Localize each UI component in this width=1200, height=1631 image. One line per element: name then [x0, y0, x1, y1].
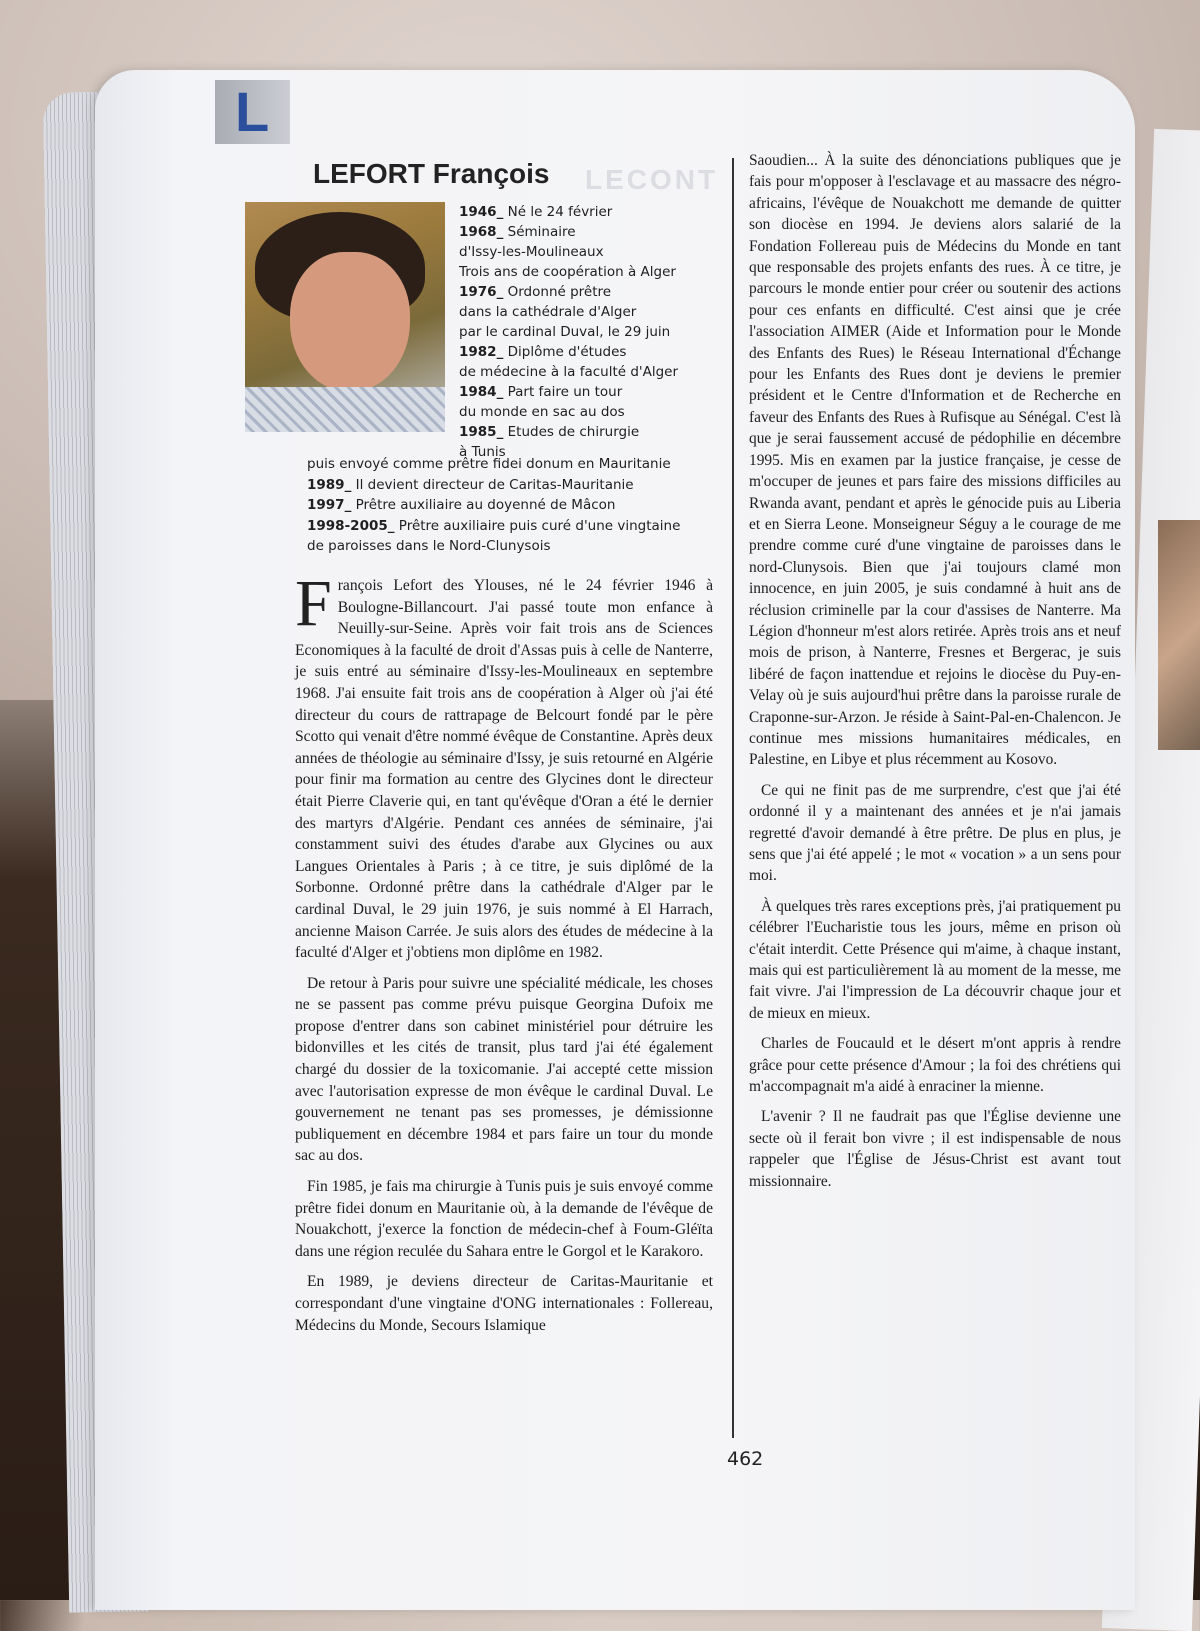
page-number: 462: [727, 1448, 764, 1470]
chronology-line: par le cardinal Duval, le 29 juin: [459, 324, 671, 340]
column-divider: [732, 158, 734, 1438]
chronology-line: 1982_ Diplôme d'études: [459, 344, 627, 360]
portrait-shirt: [245, 387, 445, 432]
chronology-line: 1968_ Séminaire: [459, 224, 576, 240]
paragraph: François Lefort des Ylouses, né le 24 février 1946 à Boulogne-Billancourt. J'ai passé toute mon enfance à Neuilly-sur-Seine. Après voir fait trois ans de Sciences Economiques à la faculté de droit d'Assas puis à celle de Nanterre, je suis entré au séminaire d'Issy-les-Moulineaux en septembre 1968. J'ai ensuite fait trois ans de coopération à Alger où j'ai été directeur du cours de rattrapage de Belcourt fondé par le père Scotto qui venait d'être nommé évêque de Constantine. Après deux années de théologie au séminaire d'Issy, je suis retourné en Algérie pour finir ma formation au centre des Glycines dont le directeur était Pierre Claverie qui, en tant qu'évêque d'Oran a été le dernier des martyrs d'Algérie. Pendant ces années de séminaire, j'ai constamment suivi des études d'arabe aux Glycines ou aux Langues Orientales à Paris ; à ce titre, je suis diplômé de la Sorbonne. Ordonné prêtre dans la cathédrale d'Alger par le cardinal Duval, le 29 juin 1976, je suis nommé à El Harrach, ancienne Maison Carrée. Je suis alors des études de médecine à la faculté d'Alger et j'obtiens mon diplôme en 1982.: [295, 567, 713, 962]
chronology-line: 1976_ Ordonné prêtre: [459, 284, 612, 300]
chronology-list: [459, 202, 749, 462]
chronology-line: 1985_ Etudes de chirurgie: [459, 424, 640, 440]
show-through-title: LECONT: [585, 164, 719, 195]
facing-page-photo: [1158, 520, 1200, 750]
paragraph: À quelques très rares exceptions près, j'ai pratiquement pu célébrer l'Eucharistie tous les jours, même en prison où c'était interdit. Cette Présence qui m'aime, à chaque instant, mais qui est particulièrement là au moment de la messe, me fait vivre. J'ai l'impression de La découvrir chaque jour et de mieux en mieux.: [749, 897, 1121, 1022]
portrait-face: [290, 252, 410, 392]
drop-cap: F: [295, 567, 332, 640]
paragraph: L'avenir ? Il ne faudrait pas que l'Église devienne une secte où il ferait bon vivre ; il est indispensable de nous rappeler que l'Église de Jésus-Christ est avant tout missionnaire.: [749, 1108, 1121, 1190]
chronology-line: du monde en sac au dos: [459, 404, 625, 420]
chronology-line: 1997_ Prêtre auxiliaire au doyenné de Mâcon: [307, 497, 616, 513]
paragraph: En 1989, je deviens directeur de Caritas-Mauritanie et correspondant d'une vingtaine d'ONG internationales : Follereau, Médecins du Monde, Secours Islamique: [295, 1273, 713, 1334]
left-column-text: [295, 567, 713, 1345]
right-column-text: [749, 150, 1121, 1201]
chronology-line: d'Issy-les-Moulineaux: [459, 244, 604, 260]
chronology-line: à Tunis: [459, 444, 506, 460]
paragraph: De retour à Paris pour suivre une spécialité médicale, les choses ne se passent pas comme prévu puisque Georgina Dufoix me propose d'entrer dans son cabinet ministériel pour détruire les bidonvilles et les cités de transit, plus tard j'ai été également chargé du dossier de la toxicomanie. J'ai accepté cette mission avec l'autorisation expresse de mon évêque le cardinal Duval. Le gouvernement ne tenant pas ses promesses, je démissionne publiquement en décembre 1984 et pars faire un tour du monde sac au dos.: [295, 974, 713, 1165]
page-title: LEFORT François: [313, 158, 550, 189]
paragraph: Fin 1985, je fais ma chirurgie à Tunis puis je suis envoyé comme prêtre fidei donum en Mauritanie où, à la demande de l'évêque de Nouakchott, j'exerce la fonction de médecin-chef à Foum-Gléïta dans une région reculée du Sahara entre le Gorgol et le Karakoro.: [295, 1178, 713, 1260]
chronology-line: Trois ans de coopération à Alger: [459, 264, 676, 280]
chronology-line: 1946_ Né le 24 février: [459, 204, 613, 220]
paragraph: Ce qui ne finit pas de me surprendre, c'est que j'ai été ordonné il y a maintenant des années et je n'ai jamais regretté d'avoir demandé à être prêtre. De plus en plus, je sens que j'ai été appelé ; le mot « vocation » a un sens pour moi.: [749, 781, 1121, 885]
section-letter: L: [235, 80, 270, 143]
chronology-line: 1998-2005_ Prêtre auxiliaire puis curé d'une vingtaine: [307, 517, 681, 534]
section-letter-tab: [215, 80, 290, 144]
chronology-line: 1984_ Part faire un tour: [459, 384, 623, 400]
chronology-list-continued: [307, 454, 747, 557]
book-page: [95, 70, 1135, 1610]
chronology-line: 1989_ Il devient directeur de Caritas-Mauritanie: [307, 476, 634, 493]
chronology-line: puis envoyé comme prêtre fidei donum en Mauritanie: [307, 456, 671, 472]
chronology-line: dans la cathédrale d'Alger: [459, 304, 637, 320]
chronology-line: de médecine à la faculté d'Alger: [459, 364, 679, 380]
portrait-photo: [245, 202, 445, 432]
paragraph: Saoudien... À la suite des dénonciations publiques que je fais pour m'opposer à l'esclavage et au massacre des négro-africains, l'évêque de Nouakchott me demande de quitter son diocèse en 1994. Je deviens alors salarié de la Fondation Follereau puis de Médecins du Monde en tant que responsable des projets enfants des rues. À ce titre, je parcours le monde entier pour créer ou soutenir des actions pour ces enfants en difficulté. C'est ainsi que je crée l'association AIMER (Aide et Information pour le Monde des Enfants des Rues) le Réseau International d'Échange pour les Enfants des Rues dont je deviens le premier président et le Centre d'Information et de Recherche en faveur des Enfants des Rues à Rufisque au Sénégal. C'est là que je serai faussement accusé de pédophilie en décembre 1995. Mis en examen par la justice française, je cesse de m'occuper de jeunes et pars faire des missions difficiles au Rwanda avant, pendant et après le génocide puis au Liberia et en Sierra Leone. Monseigneur Séguy a le courage de me prendre comme curé d'une vingtaine de paroisses dans le nord-Clunysois. Bien que j'ai toujours clamé mon innocence, en juin 2005, je suis condamné à huit ans de réclusion criminelle par la cour d'assises de Nanterre. Ma Légion d'honneur m'est alors retirée. Après trois ans et neuf mois de prison, à Nanterre, Fresnes et Bergerac, je suis libéré de façon inattendue et rejoins le diocèse du Puy-en-Velay où je suis aujourd'hui prêtre dans la paroisse rurale de Craponne-sur-Arzon. Je réside à Saint-Pal-en-Chalencon. Je continue mes missions humanitaires médicales, en Palestine, en Libye et plus récemment au Kosovo.: [749, 152, 1121, 769]
chronology-line: de paroisses dans le Nord-Clunysois: [307, 538, 551, 554]
paragraph: Charles de Foucauld et le désert m'ont appris à rendre grâce pour cette présence d'Amour ; la foi des chrétiens qui m'accompagnait m'a aidé à enraciner la mienne.: [749, 1035, 1121, 1096]
